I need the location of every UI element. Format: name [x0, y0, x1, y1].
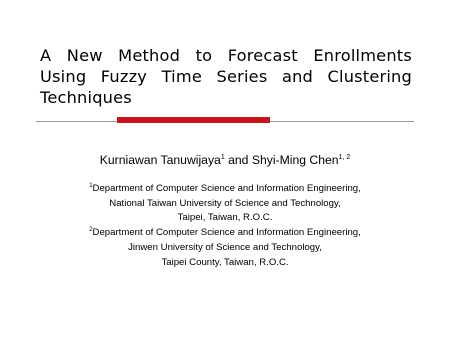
affiliation-2-location: Taipei County, Taiwan, R.O.C.: [161, 256, 289, 268]
affiliation-1-location: Taipei, Taiwan, R.O.C.: [177, 212, 273, 224]
author-conjunction: and: [224, 153, 252, 167]
affiliation-2-superscript: 2: [89, 227, 93, 234]
author-2-superscript: 1, 2: [338, 154, 351, 161]
author-1-superscript: 1: [220, 154, 225, 161]
title-line-1: A New Method to Forecast Enrollments: [40, 46, 412, 65]
affiliation-2-university: Jinwen University of Science and Technology,: [128, 241, 322, 253]
title-line-2: Using Fuzzy Time Series and Clustering: [40, 67, 412, 86]
title-accent-bar: [117, 117, 270, 123]
author-2-name: Shyi-Ming Chen: [251, 153, 339, 167]
affiliation-1-line-1: [0, 182, 450, 197]
affiliation-1-department: Department of Computer Science and Information Engineering,: [92, 183, 361, 194]
author-line: [0, 152, 450, 168]
affiliation-1-university: National Taiwan University of Science and Technology,: [109, 197, 341, 209]
affiliation-1-superscript: 1: [89, 183, 93, 189]
affiliations: [0, 182, 450, 270]
affiliation-2-line-1: [0, 226, 450, 241]
affiliation-2-department: Department of Computer Science and Information Engineering,: [92, 227, 361, 239]
author-1-name: Kurniawan Tanuwijaya: [99, 153, 221, 167]
title-line-3: Techniques: [40, 88, 132, 107]
slide-title: [40, 45, 412, 108]
